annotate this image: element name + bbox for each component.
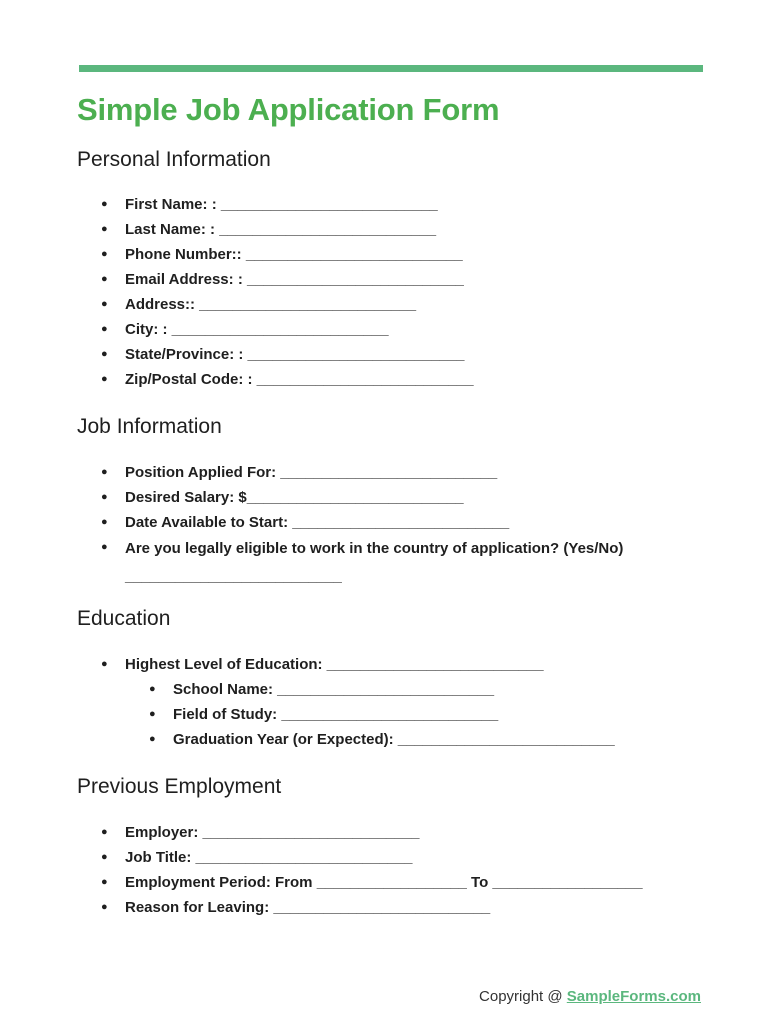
footer-copyright (479, 988, 701, 1005)
field-graduation-year[interactable]: ● Graduation Year (or Expected): __________________________ (0, 727, 733, 752)
section-title-personal-information: Personal Information (77, 148, 271, 171)
field-job-title[interactable]: ● Job Title: __________________________ (0, 845, 685, 870)
section-title-previous-employment: Previous Employment (77, 775, 282, 798)
section-title-education: Education (77, 607, 171, 630)
field-reason-for-leaving[interactable]: ● Reason for Leaving: __________________________ (0, 895, 685, 920)
previous-employment-list (0, 820, 685, 920)
field-date-available[interactable]: ● Date Available to Start: __________________________ (0, 510, 685, 535)
field-phone-number[interactable]: ● Phone Number:: __________________________ (0, 242, 685, 267)
personal-information-list (0, 192, 685, 392)
section-title-job-information: Job Information (77, 415, 222, 438)
education-list (0, 652, 733, 752)
footer-copyright-text: Copyright @ (479, 988, 567, 1005)
field-address[interactable]: ● Address:: __________________________ (0, 292, 685, 317)
page-title: Simple Job Application Form (77, 92, 500, 127)
field-legally-eligible[interactable]: ● Are you legally eligible to work in the country of application? (Yes/No) __________________________ (0, 535, 645, 591)
field-city[interactable]: ● City: : __________________________ (0, 317, 685, 342)
footer-brand-link[interactable]: SampleForms.com (566, 988, 701, 1005)
field-employment-period[interactable]: ● Employment Period: From __________________ To __________________ (0, 870, 685, 895)
field-position-applied-for[interactable]: ● Position Applied For: __________________________ (0, 460, 685, 485)
field-school-name[interactable]: ● School Name: __________________________ (0, 677, 733, 702)
field-state-province[interactable]: ● State/Province: : __________________________ (0, 342, 685, 367)
top-accent-bar (79, 65, 703, 72)
field-zip-postal-code[interactable]: ● Zip/Postal Code: : __________________________ (0, 367, 685, 392)
field-email-address[interactable]: ● Email Address: : __________________________ (0, 267, 685, 292)
field-first-name[interactable]: ● First Name: : __________________________ (0, 192, 685, 217)
field-field-of-study[interactable]: ● Field of Study: __________________________ (0, 702, 733, 727)
field-employer[interactable]: ● Employer: __________________________ (0, 820, 685, 845)
job-information-list (0, 460, 685, 591)
field-desired-salary[interactable]: ● Desired Salary: $__________________________ (0, 485, 685, 510)
field-last-name[interactable]: ● Last Name: : __________________________ (0, 217, 685, 242)
field-highest-level-of-education[interactable]: ● Highest Level of Education: __________________________ (0, 652, 685, 677)
